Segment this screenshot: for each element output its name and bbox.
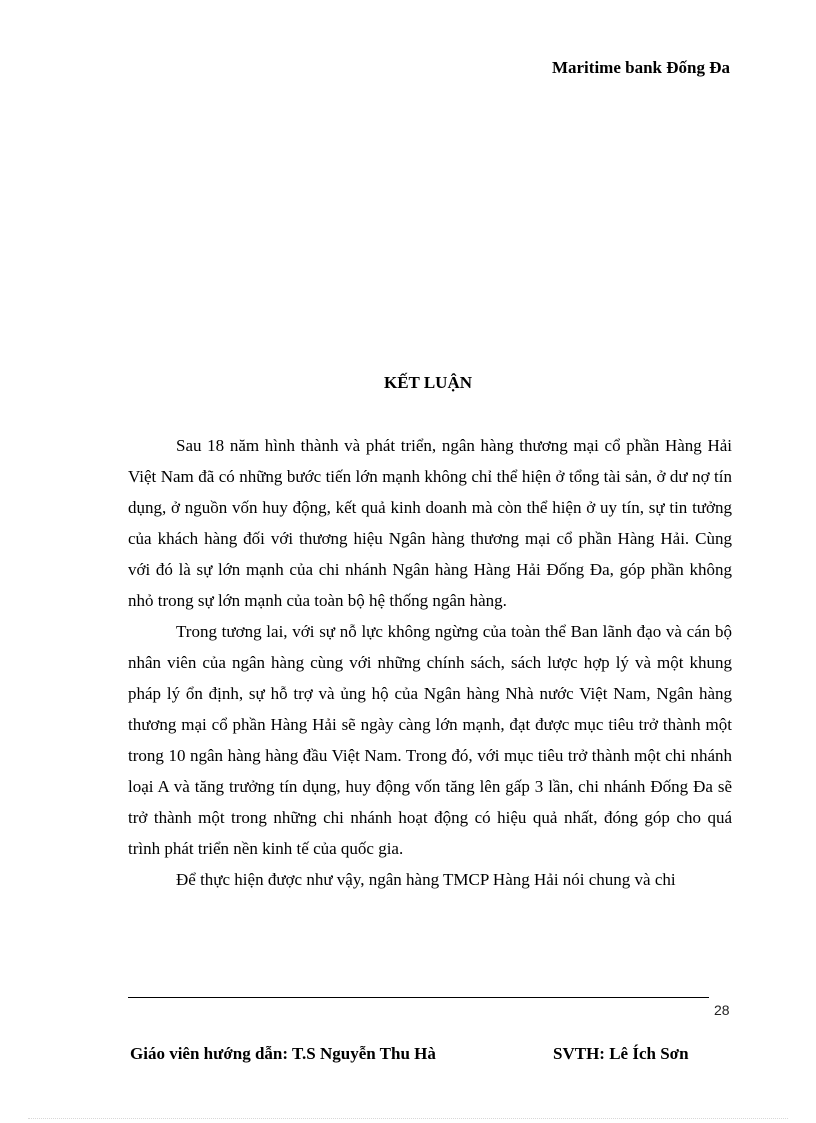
paragraph-3: Để thực hiện được như vậy, ngân hàng TMCP Hàng Hải nói chung và chi (176, 870, 676, 889)
running-header: Maritime bank Đống Đa (551, 58, 730, 77)
section-title: KẾT LUẬN (383, 373, 472, 392)
footer-advisor: Giáo viên hướng dẫn: T.S Nguyễn Thu Hà (130, 1044, 436, 1063)
paragraph-1: Sau 18 năm hình thành và phát triển, ngân hàng thương mại cổ phần Hàng Hải Việt Nam đã có những bước tiến lớn mạnh không chỉ thể hiện ở tổng tài sản, ở dư nợ tín dụng, ở nguồn vốn huy động, kết quả kinh doanh mà còn thể hiện ở uy tín, sự tin tưởng của khách hàng đối với thương hiệu Ngân hàng thương mại cổ phần Hàng Hải. Cùng với đó là sự lớn mạnh của chi nhánh Ngân hàng Hàng Hải Đống Đa, góp phần không nhỏ trong sự lớn mạnh của toàn bộ hệ thống ngân hàng. (128, 436, 732, 610)
page-edge-divider (28, 1118, 788, 1119)
body-text (128, 430, 732, 895)
footer-divider (128, 997, 709, 998)
paragraph-2: Trong tương lai, với sự nỗ lực không ngừng của toàn thể Ban lãnh đạo và cán bộ nhân viên của ngân hàng cùng với những chính sách, sách lược hợp lý và một khung pháp lý ổn định, sự hỗ trợ và ủng hộ của Ngân hàng Nhà nước Việt Nam, Ngân hàng thương mại cổ phần Hàng Hải sẽ ngày càng lớn mạnh, đạt được mục tiêu trở thành một trong 10 ngân hàng hàng đầu Việt Nam. Trong đó, với mục tiêu trở thành một chi nhánh loại A và tăng trưởng tín dụng, huy động vốn tăng lên gấp 3 lần, chi nhánh Đống Đa sẽ trở thành một trong những chi nhánh hoạt động có hiệu quả nhất, đóng góp cho quá trình phát triển nền kinh tế của quốc gia. (128, 622, 732, 858)
footer-student: SVTH: Lê Ích Sơn (553, 1044, 689, 1063)
page-number: 28 (714, 1002, 730, 1018)
